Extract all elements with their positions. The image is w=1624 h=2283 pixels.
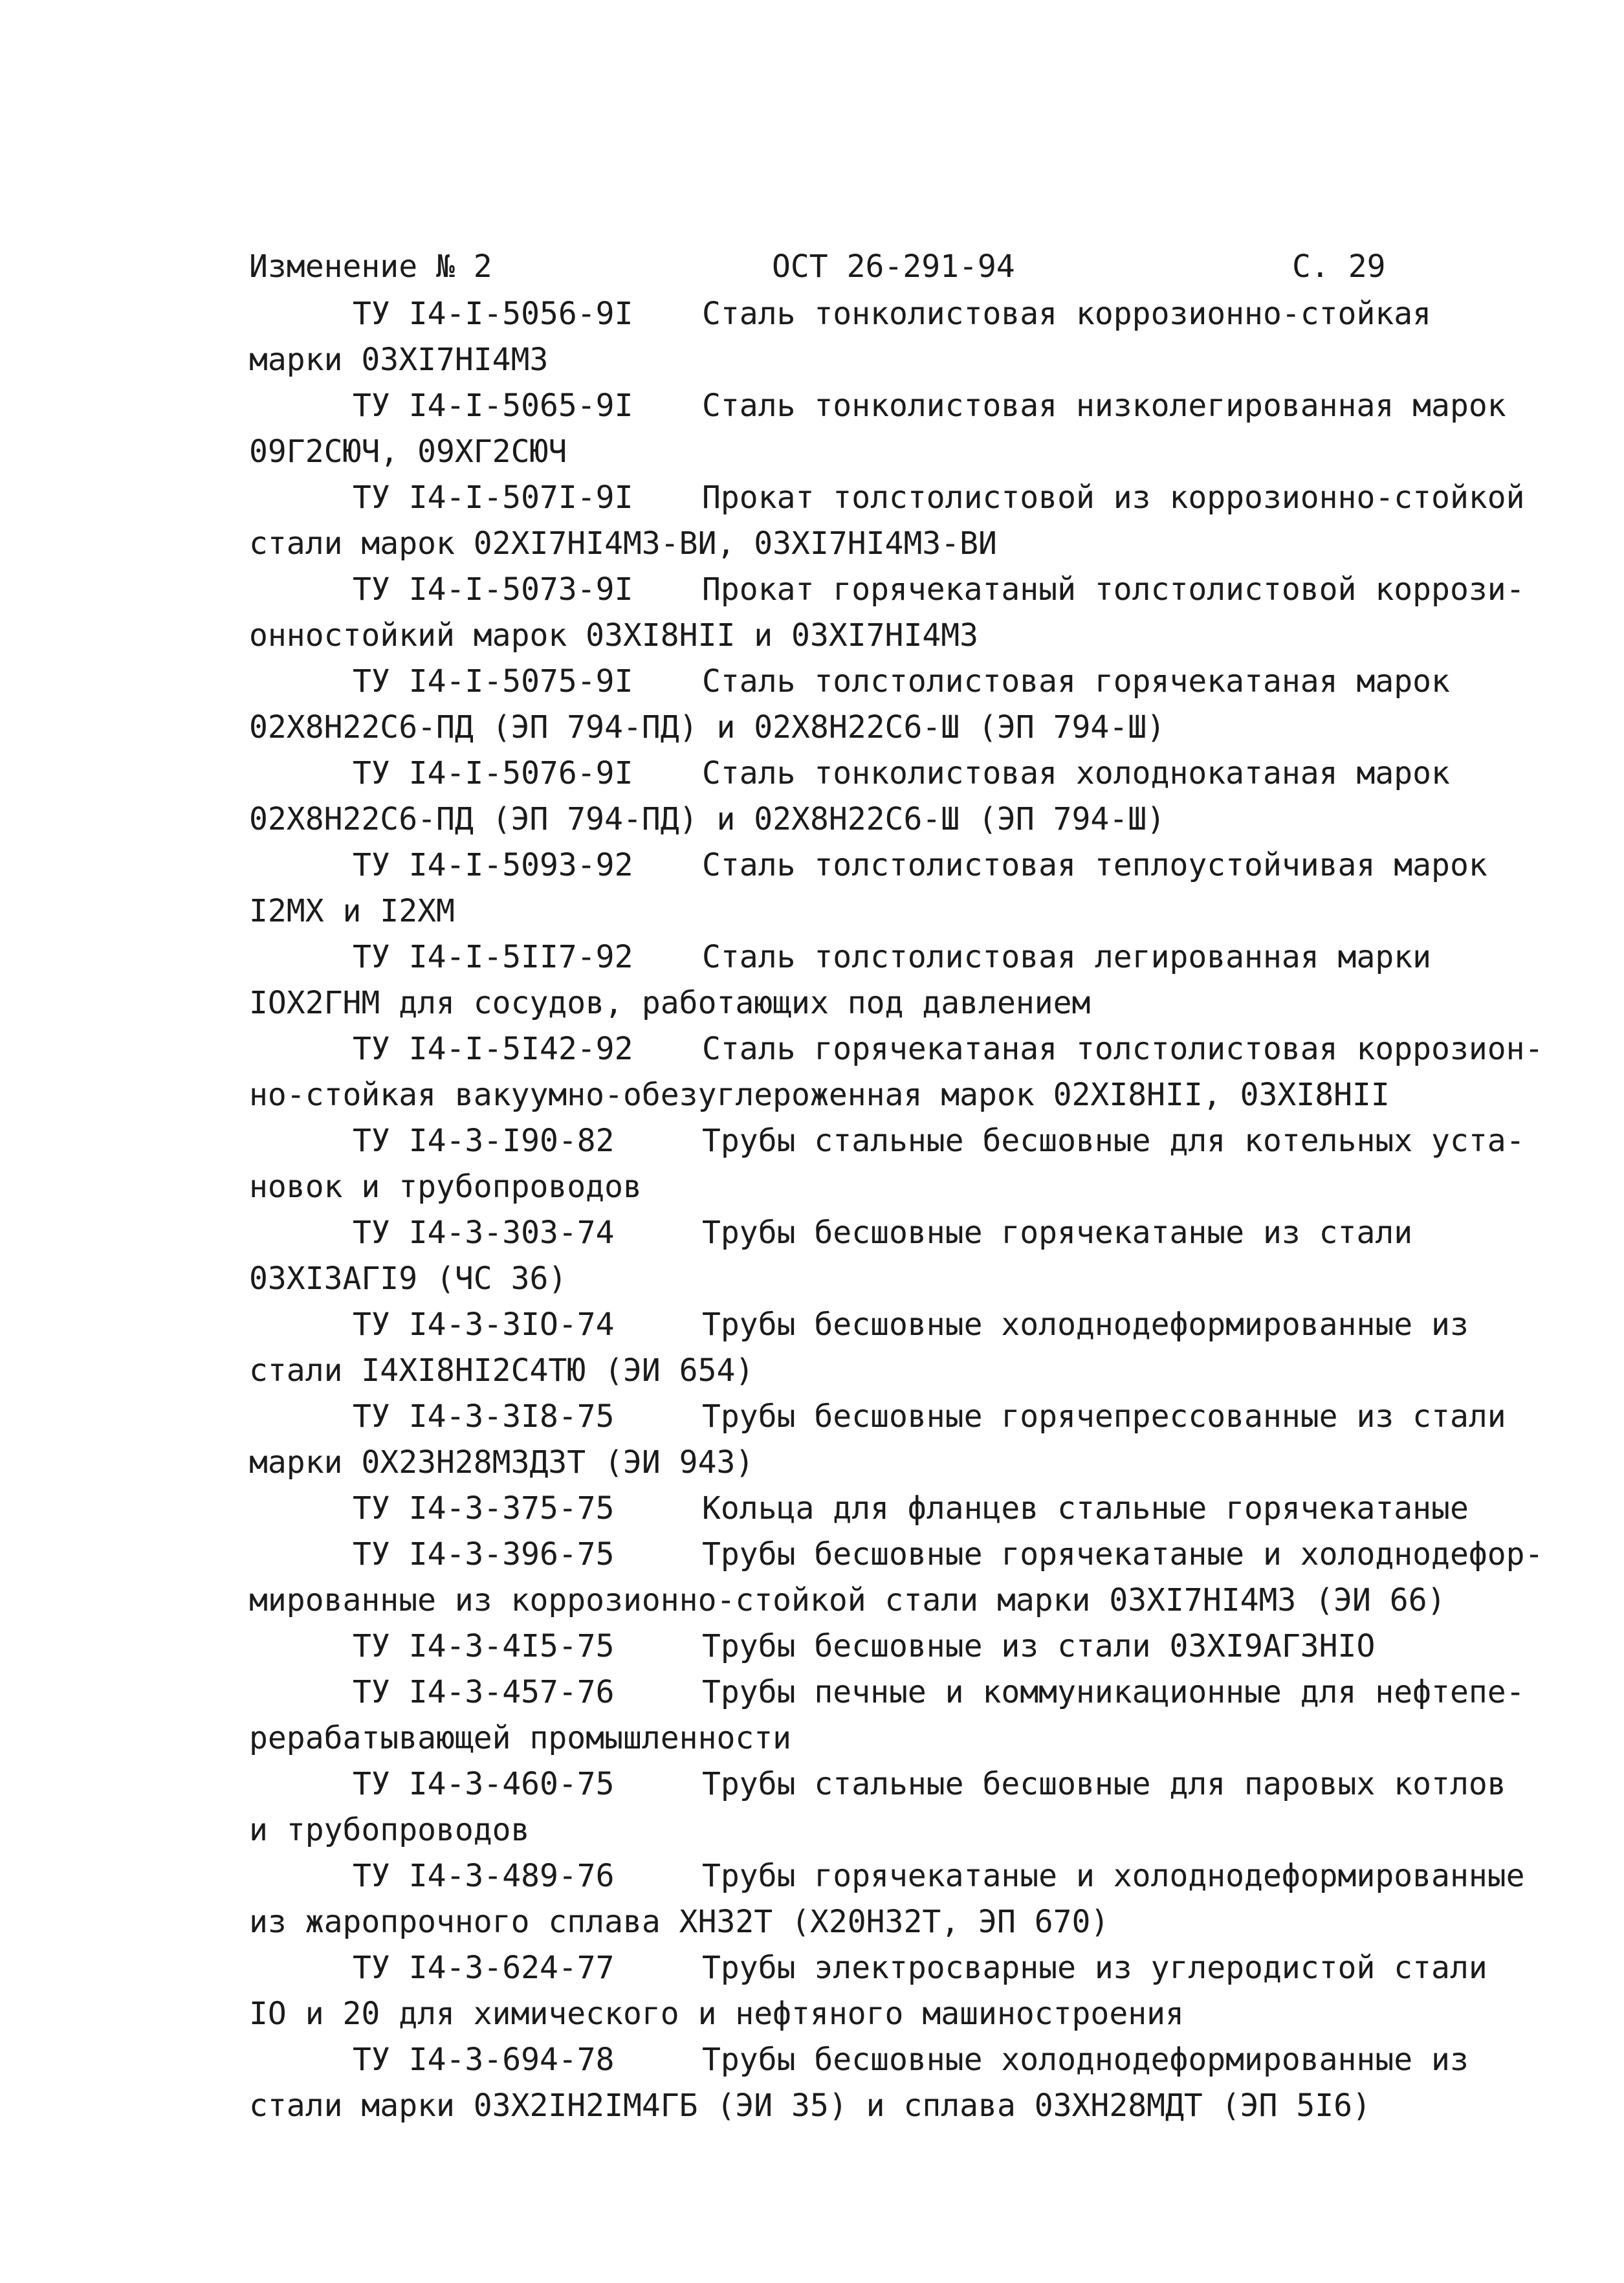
entry-code: ТУ I4-3-375-75 — [353, 1490, 615, 1527]
entry-title: Сталь толстолистовая легированная марки — [702, 939, 1432, 975]
entry-title: Трубы бесшовные из стали 03XI9AГ3HIO — [702, 1628, 1376, 1664]
entry-code: ТУ I4-I-5093-92 — [353, 847, 633, 883]
entry-code: ТУ I4-3-3IO-74 — [353, 1307, 615, 1343]
entry-title: Трубы бесшовные горячекатаные из стали — [702, 1215, 1413, 1251]
entry-continuation: IOX2ГНМ для сосудов, работающих под давлением — [249, 985, 1091, 1021]
entry-code: ТУ I4-I-5076-9I — [353, 755, 633, 791]
entry-first-line — [249, 1026, 1575, 1072]
entry-first-line — [249, 843, 1575, 888]
entry-continuation: рерабатывающей промышленности — [249, 1720, 792, 1756]
entry-continuation: марки 0Х23Н28М3Д3Т (ЭИ 943) — [249, 1444, 754, 1481]
reference-entry — [249, 751, 1575, 843]
entry-first-line — [249, 1853, 1575, 1899]
reference-entry — [249, 1670, 1575, 1761]
entry-code: ТУ I4-I-5075-9I — [353, 663, 633, 700]
reference-entry — [249, 1210, 1575, 1302]
entry-first-line — [249, 2037, 1575, 2083]
entry-code: ТУ I4-3-489-76 — [353, 1858, 615, 1894]
entry-first-line — [249, 1118, 1575, 1164]
entry-first-line — [249, 1394, 1575, 1440]
entry-title: Трубы печные и коммуникационные для нефтепе- — [702, 1674, 1525, 1710]
entry-first-line — [249, 383, 1575, 429]
entry-continuation: мированные из коррозионно-стойкой стали марки 03XI7HI4M3 (ЭИ 66) — [249, 1582, 1446, 1618]
entry-title: Трубы стальные бесшовные для паровых котлов — [702, 1766, 1506, 1802]
entry-first-line — [249, 1210, 1575, 1256]
change-number: Изменение № 2 — [249, 248, 492, 285]
reference-entry — [249, 475, 1575, 567]
entry-title: Прокат толстолистовой из коррозионно-стойкой — [702, 480, 1525, 516]
entry-first-line — [249, 1532, 1575, 1578]
entry-title: Сталь тонколистовая низколегированная марок — [702, 388, 1506, 424]
entry-continuation: марки 03XI7HI4M3 — [249, 342, 549, 378]
entry-code: ТУ I4-3-3I8-75 — [353, 1398, 615, 1435]
page-number: С. 29 — [1292, 248, 1386, 285]
page-header — [249, 241, 1414, 292]
entry-title: Сталь толстолистовая горячекатаная марок — [702, 663, 1450, 700]
entry-title: Трубы электросварные из углеродистой стали — [702, 1950, 1487, 1986]
reference-entry — [249, 1624, 1575, 1670]
entry-first-line — [249, 475, 1575, 521]
reference-entry — [249, 2037, 1575, 2129]
entry-first-line — [249, 1670, 1575, 1715]
reference-entry — [249, 1532, 1575, 1624]
reference-entry — [249, 1302, 1575, 1394]
entry-title: Трубы бесшовные холоднодеформированные из — [702, 2042, 1469, 2078]
entry-code: ТУ I4-I-5056-9I — [353, 296, 633, 332]
entry-title: Сталь тонколистовая холоднокатаная марок — [702, 755, 1450, 791]
entry-title: Сталь горячекатаная толстолистовая коррозион- — [702, 1031, 1544, 1067]
reference-entry — [249, 383, 1575, 475]
entry-continuation: стали марки 03X2IH2IM4ГБ (ЭИ 35) и сплава 03ХН28МДТ (ЭП 5I6) — [249, 2088, 1371, 2124]
entry-continuation: из жаропрочного сплава ХН32Т (Х20Н32Т, ЭП 670) — [249, 1904, 1110, 1940]
entry-first-line — [249, 1486, 1575, 1532]
entry-continuation: и трубопроводов — [249, 1812, 530, 1848]
entry-code: ТУ I4-3-457-76 — [353, 1674, 615, 1710]
reference-list — [249, 291, 1575, 2129]
entry-first-line — [249, 1761, 1575, 1807]
entry-title: Сталь тонколистовая коррозионно-стойкая — [702, 296, 1432, 332]
entry-code: ТУ I4-3-460-75 — [353, 1766, 615, 1802]
entry-title: Прокат горячекатаный толстолистовой коррози- — [702, 571, 1525, 608]
entry-first-line — [249, 659, 1575, 705]
entry-continuation: 02Х8Н22С6-ПД (ЭП 794-ПД) и 02Х8Н22С6-Ш (ЭП 794-Ш) — [249, 709, 1166, 745]
entry-first-line — [249, 1624, 1575, 1670]
reference-entry — [249, 291, 1575, 383]
reference-entry — [249, 843, 1575, 934]
entry-continuation: 09Г2СЮЧ, 09ХГ2СЮЧ — [249, 434, 567, 470]
entry-title: Кольца для фланцев стальные горячекатаные — [702, 1490, 1469, 1527]
entry-first-line — [249, 291, 1575, 337]
reference-entry — [249, 567, 1575, 659]
entry-code: ТУ I4-I-5I42-92 — [353, 1031, 633, 1067]
entry-code: ТУ I4-3-624-77 — [353, 1950, 615, 1986]
entry-first-line — [249, 1302, 1575, 1348]
entry-code: ТУ I4-3-4I5-75 — [353, 1628, 615, 1664]
entry-code: ТУ I4-3-I90-82 — [353, 1123, 615, 1159]
entry-continuation: стали марок 02XI7HI4M3-ВИ, 03XI7HI4M3-ВИ — [249, 525, 997, 562]
entry-continuation: 03XI3AГI9 (ЧС 36) — [249, 1261, 567, 1297]
reference-entry — [249, 1026, 1575, 1118]
entry-title: Трубы бесшовные горячепрессованные из стали — [702, 1398, 1506, 1435]
reference-entry — [249, 1761, 1575, 1853]
entry-first-line — [249, 934, 1575, 980]
entry-first-line — [249, 1945, 1575, 1991]
entry-continuation: IO и 20 для химического и нефтяного машиностроения — [249, 1996, 1184, 2032]
entry-title: Сталь толстолистовая теплоустойчивая марок — [702, 847, 1487, 883]
entry-code: ТУ I4-3-694-78 — [353, 2042, 615, 2078]
entry-code: ТУ I4-3-303-74 — [353, 1215, 615, 1251]
entry-title: Трубы бесшовные холоднодеформированные из — [702, 1307, 1469, 1343]
entry-code: ТУ I4-I-5065-9I — [353, 388, 633, 424]
reference-entry — [249, 1945, 1575, 2037]
reference-entry — [249, 1853, 1575, 1945]
entry-continuation: I2МХ и I2ХМ — [249, 893, 455, 929]
reference-entry — [249, 1118, 1575, 1210]
entry-title: Трубы стальные бесшовные для котельных уста- — [702, 1123, 1525, 1159]
entry-continuation: 02Х8Н22С6-ПД (ЭП 794-ПД) и 02Х8Н22С6-Ш (ЭП 794-Ш) — [249, 801, 1166, 837]
entry-continuation: стали I4XI8HI2C4TЮ (ЭИ 654) — [249, 1352, 754, 1389]
entry-first-line — [249, 567, 1575, 613]
entry-first-line — [249, 751, 1575, 797]
reference-entry — [249, 659, 1575, 751]
entry-continuation: новок и трубопроводов — [249, 1169, 642, 1205]
standard-code: ОСТ 26-291-94 — [772, 248, 1015, 285]
entry-code: ТУ I4-3-396-75 — [353, 1536, 615, 1572]
reference-entry — [249, 1486, 1575, 1532]
reference-entry — [249, 934, 1575, 1026]
entry-continuation: онностойкий марок 03XI8HII и 03XI7HI4M3 — [249, 617, 979, 654]
entry-title: Трубы бесшовные горячекатаные и холоднодефор- — [702, 1536, 1544, 1572]
entry-code: ТУ I4-I-5II7-92 — [353, 939, 633, 975]
entry-continuation: но-стойкая вакуумно-обезуглероженная марок 02XI8HII, 03XI8HII — [249, 1077, 1390, 1113]
entry-code: ТУ I4-I-5073-9I — [353, 571, 633, 608]
reference-entry — [249, 1394, 1575, 1486]
entry-code: ТУ I4-I-507I-9I — [353, 480, 633, 516]
entry-title: Трубы горячекатаные и холоднодеформированные — [702, 1858, 1525, 1894]
